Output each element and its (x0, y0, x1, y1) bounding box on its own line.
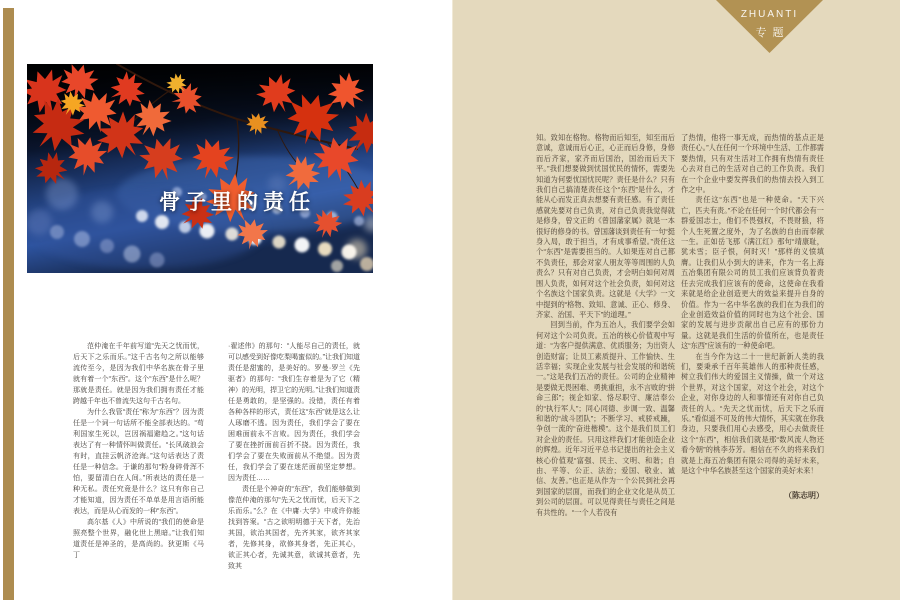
section-tag (716, 0, 823, 53)
section-tag-en: ZHUANTI (740, 9, 799, 20)
article-paragraph: ·翟述伟》的那句：“人能尽自己的责任，就可以感受到好像吃梨喝蜜似的。”让我们知道责任是甜蜜的，是美好的。罗曼·罗兰《先驱者》的那句：“我们生存着是为了它（精神）的光明，捍卫它的光明。”让我们知道责任是勇敢的，是坚强的。没错，责任有着各种各样的形式，责任这“东西”就是这么让人琢磨不透。因为责任，我们学会了要在困难面前永不言败。因为责任，我们学会了要在挫折面前百折不挠。因为责任，我们学会了要在失败面前从不绝望。因为责任，我们学会了要在迷茫面前坚定梦想。因为责任…… (228, 343, 360, 482)
article-title: 骨子里的责任 (159, 191, 315, 214)
article-paragraph: 回到当前，作为五冶人，我们要学会如何对这个公司负责。五冶的核心价值观中写道：“为客户提供满意、优质服务；为出资人创造财富；让员工素质提升、工作愉快、生活幸福；实现企业发展与社会发展的和谐统一。”这是我们五冶的责任。公司的企业精神是要做无畏困难、勇挑重担，永不言败的“拼命三郎”；视企如家、恪尽职守、廉洁奉公的“执行军人”；同心同德、步调一致、温馨和谐的“战斗团队”；不断学习、戒骄戒躁，争创一流的“奋进楷模”。这个是我们员工们对企业的责任。只用这样我们才能创造企业的辉煌。近年习近平总书记提出的社会主义核心价值观“富强、民主、文明、和谐；自由、平等、公正、法治；爱国、敬业、诚信、友善。”也正是从作为一个公民到社会再到国家的层面，而我们的企业文化是从员工到公司的层面。可以见得责任与责任之间是有共性的。“一个人若没有 (536, 320, 675, 517)
article-paragraph: 范仲淹在千年前写道“先天之忧而忧，后天下之乐而乐。”这千古名句之所以能够流传至今，是因为我们中华名族在骨子里就有着一个“东西”。这个“东西”是什么呢？那就是责任。就是因为我们拥有责任才能跨越千年也不曾流失这句千古名句。 (73, 343, 204, 405)
article-paragraph: 责任这“东西”也是一种使命。“天下兴亡，匹夫有责。”不论在任何一个时代都会有一群爱国志士，他们不畏强权，不畏财狼，将个人生死置之度外，为了名族的自由而奉献一生。正如岳飞那《满江红》那句“靖康耻，犹未雪；臣子恨，何时灭！”那样的义愤填膺。让我们从小到大的讲来，作为一名上海五冶集团有限公司的员工我们应该背负着责任去完成我们应该有的使命，这使命在我看来就是给企业创造更大的效益来提升自身的价值。作为一名中华名族的我们在为我们的企业创造效益价值的同时也为这个社会、国家的发展与进步贡献出自己应有的那份力量。这就是我们生活的价值所在，也是责任这“东西”应该有的一种使命吧。 (681, 195, 824, 351)
left-page-column-1 (73, 341, 204, 561)
article-paragraph: 高尔基《人》中所说的“我们的使命是照亮整个世界，融化世上黑暗。”让我们知道责任是神圣的，是高尚的。狄更斯《马丁 (73, 519, 204, 559)
left-page-column-2 (228, 341, 360, 572)
article-paragraph: 知。致知在格物。格物而后知至，知至而后意诚，意诚而后心正，心正而后身修，身修而后齐家，家齐而后国治，国治而后天下平。”我们想要做到忧国忧民的情怀，需要先知道为何要忧国忧民呢？责任是什么？只有我们自己搞清楚责任这个“东西”是什么，才能从心而发正真去想要有责任感。有了责任感就先要对自己负责，对自己负责我觉得就是修身，曾文正的《曾国藩家属》就是一本很好的修身的书。曾国藩谈到责任有一句“挺身入局，敢于担当，才有成事希望。”责任这个“东西”是需要担当的。人如果连对自己都不负责任，那会对家人朋友等等周围的人负责么？只有对自己负责，才会明白如何对周围人负责，如何对这个社会负责，如何对这个名族这个国家负责。这就是《大学》一文中提到的“格物、致知、意诚、正心、修身、齐家、治国、平天下”的道理。” (536, 133, 675, 319)
left-edge-accent-bar (3, 8, 14, 600)
section-tag-zh: 专题 (755, 27, 790, 39)
article-paragraph: 在当今作为这二十一世纪新新人类的我们，要秉承千百年英雄伟人的那种责任感，树立我们伟大的爱国主义情操，做一个对这个世界，对这个国家，对这个社会，对这个企业，对你身边的人和事情还有对你自己负责任的人。“先天之忧而忧，后天下之乐而乐。”看似遥不可及的伟大情怀，其实就在你我身边，只要我们用心去感受，用心去做责任这个“东西”，相信我们就是那“数风流人物还看今朝”的桃李芬芳。相信在不久的将来我们就是上海五冶集团有限公司得的美好未来，是这个中华名族甚至这个国家的美好未来！ (681, 351, 824, 475)
article-paragraph: 责任是个神奇的“东西”，我们能够做到像范仲淹的那句“先天之忧而忧，后天下之乐而乐。”么？在《中庸·大学》中或许你能找到答案。“古之欲明明德于天下者，先治其国，欲治其国者，先齐其家，欲齐其家者，先修其身，欲修其身者，先正其心，欲正其心者，先诚其意，欲诚其意者，先致其 (228, 486, 360, 570)
right-page-column-1 (536, 133, 675, 518)
article-photo (27, 64, 373, 273)
author-byline: （陈志明） (784, 491, 824, 500)
right-page (452, 0, 900, 600)
right-page-column-2 (681, 133, 824, 476)
maple-bokeh-illustration (27, 64, 373, 273)
article-paragraph: 为什么我管“责任”称为“东西”？因为责任是一个词一句话所不能全部表达的。“苟利国家生死以，岂因祸福避趋之。”这句话表达了有一种情怀叫做责任。“长风破浪会有时，直挂云帆济沧海。”这句话表达了责任是一种信念。于谦的那句“粉身碎骨浑不怕，要留清白在人间。”所表达的责任是一种无私。责任究竟是什么？这只有你自己才能知道，因为责任不单单是用言语所能表达，而是从心而发的一种“东西”。 (73, 409, 204, 515)
article-paragraph: 了热情，他将一事无成，而热情的基点正是责任心。”人在任何一个环境中生活、工作都需要热情，只有对生活对工作拥有热情有责任心去对自己的生活对自己的工作负责。我们在一个企业中要发挥我们的热情去投入到工作之中。 (681, 133, 824, 195)
